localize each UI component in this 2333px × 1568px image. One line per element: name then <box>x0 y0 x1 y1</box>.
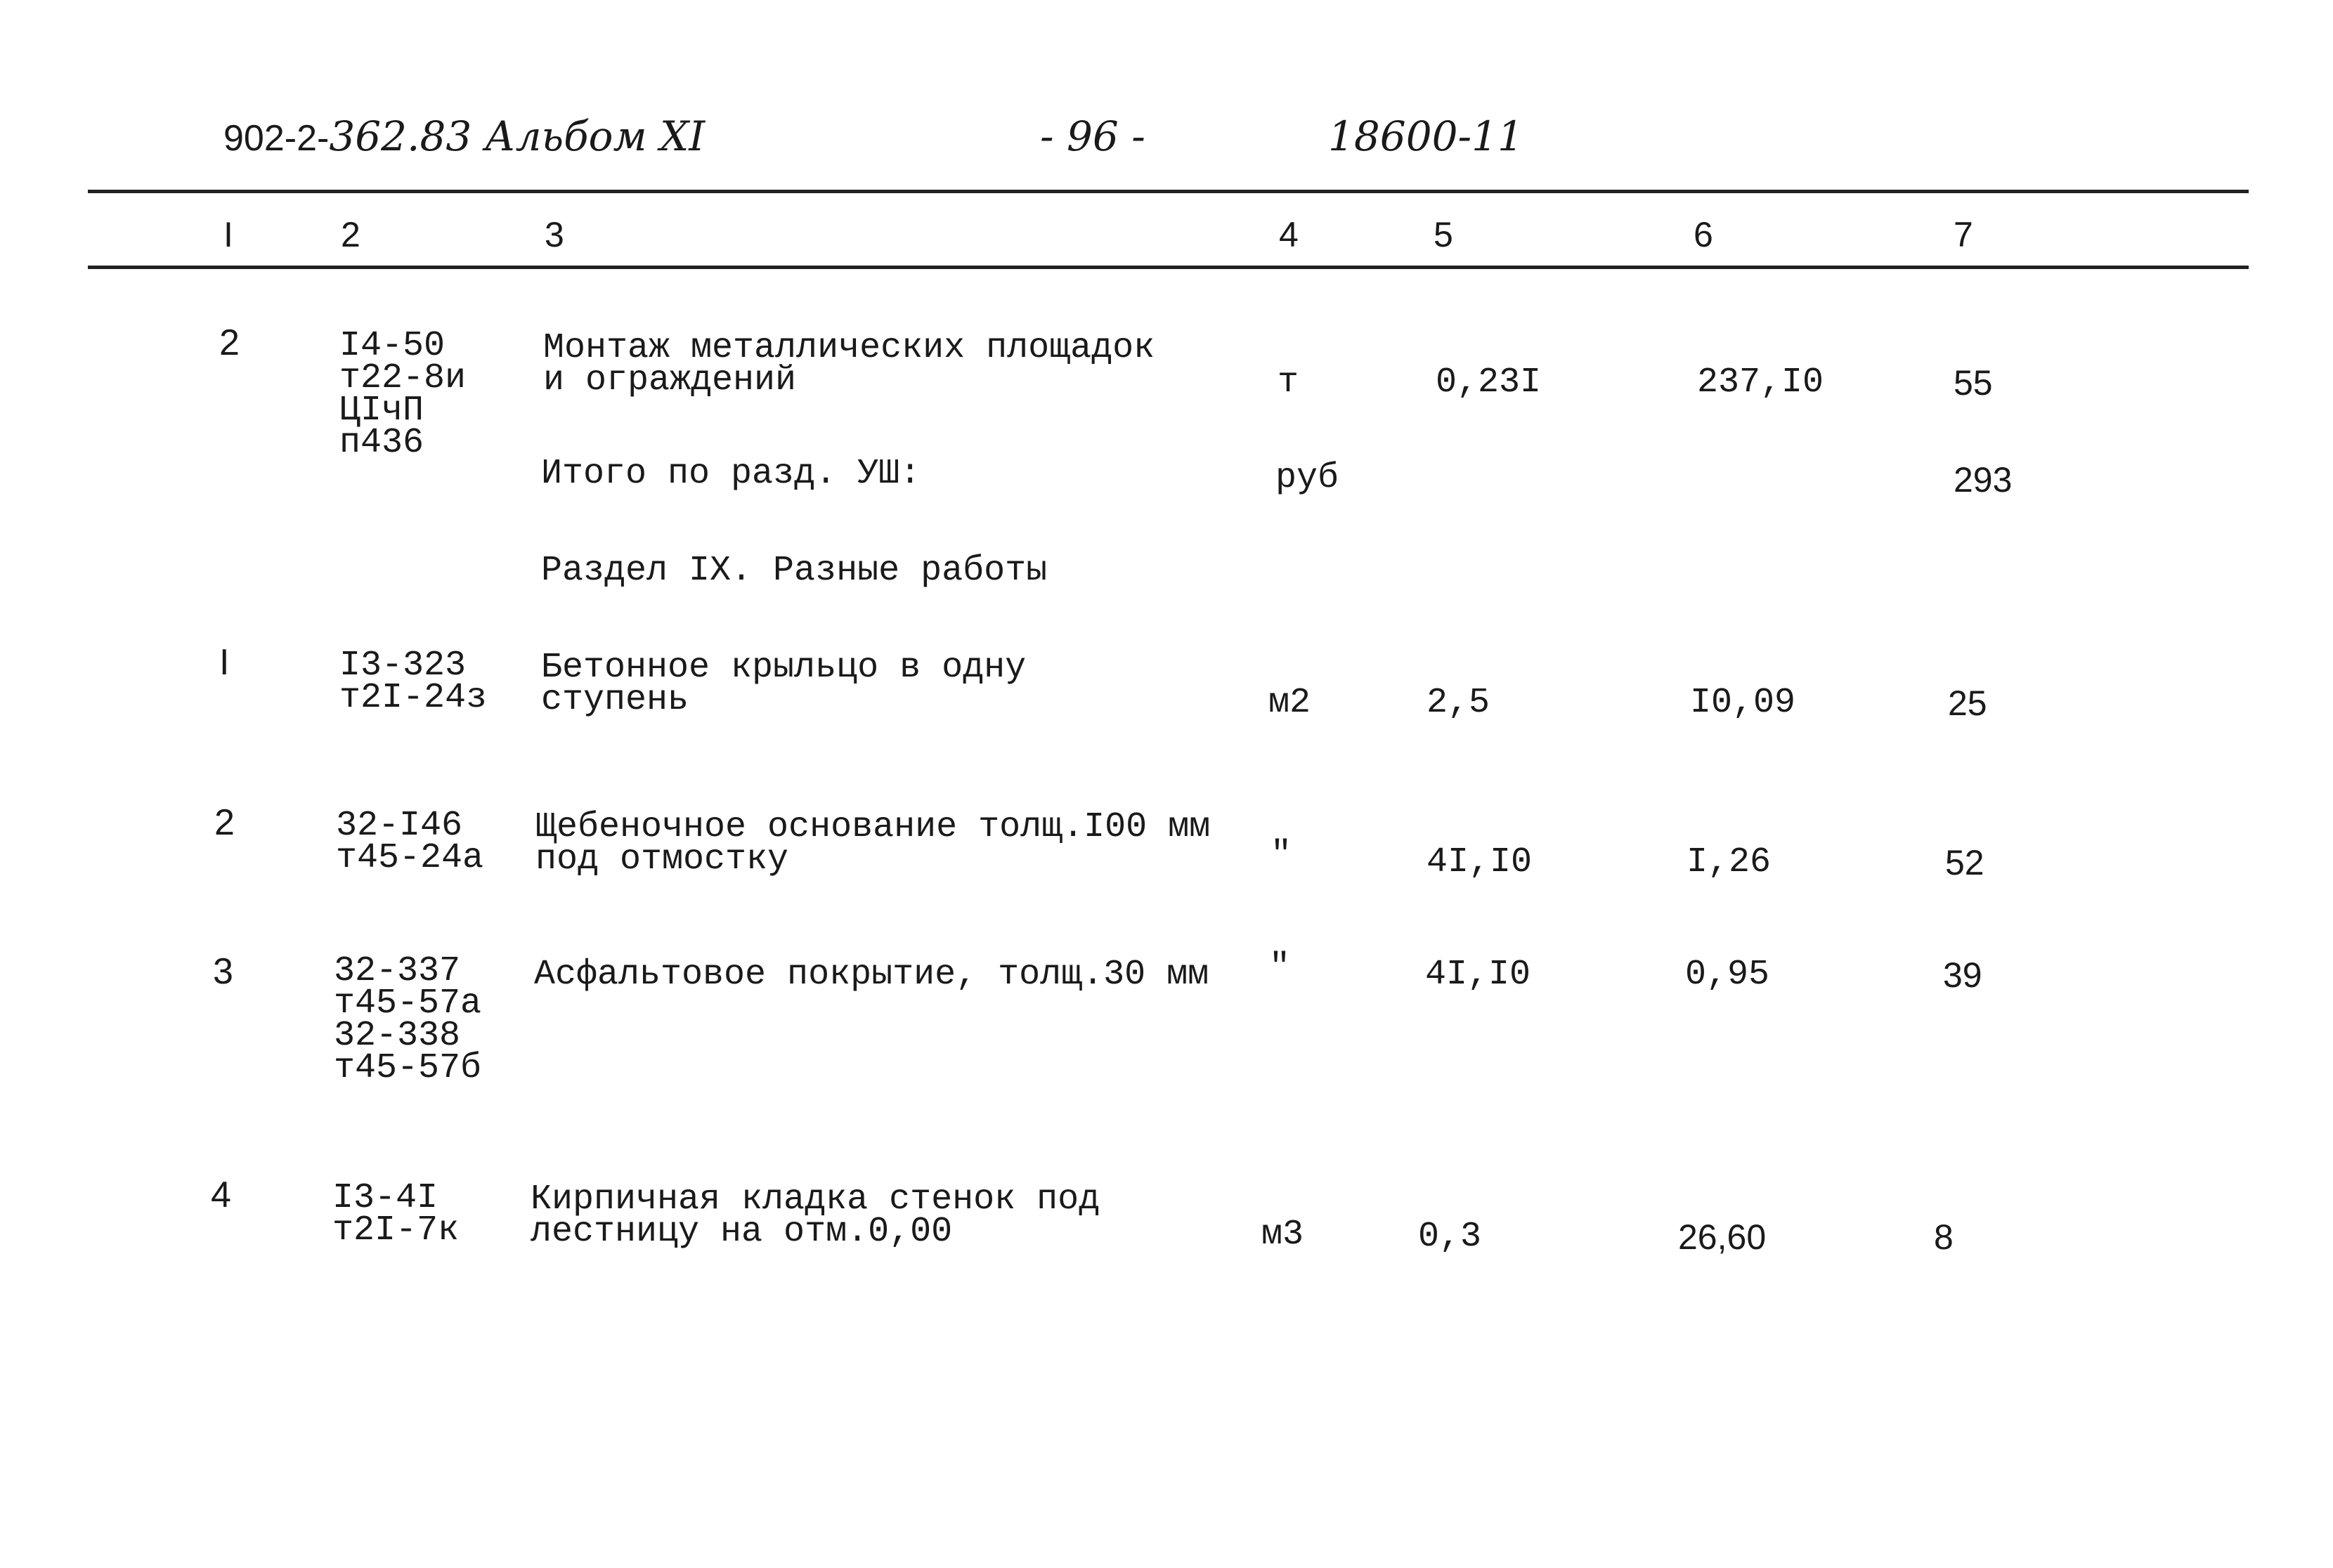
row-number: 2 <box>214 802 235 843</box>
column-number: 2 <box>341 215 360 254</box>
row-description: Кирпичная кладка стенок под лестницу на отм.0,00 <box>531 1180 1100 1252</box>
row-unit: " <box>1271 835 1292 875</box>
document-code <box>223 112 705 160</box>
row-reference: I3-323 т2I-24з <box>339 646 488 718</box>
row-price: 26,60 <box>1678 1217 1767 1257</box>
row-price: I0,09 <box>1690 683 1796 723</box>
header-bottom-rule <box>88 266 2249 269</box>
column-number: 6 <box>1694 215 1713 254</box>
row-reference: 32-337 т45-57а 32-338 т45-57б <box>334 951 482 1088</box>
row-unit: м2 <box>1268 683 1311 723</box>
row-quantity: 2,5 <box>1427 683 1490 723</box>
row-description: Монтаж металлических площадок и ограждений <box>543 328 1155 400</box>
row-price: I,26 <box>1687 842 1772 882</box>
section-subtotal-label: Итого по разд. УШ: <box>541 454 921 494</box>
column-number: I <box>223 215 233 254</box>
row-description: Щебеночное основание толщ.I00 мм под отмостку <box>535 807 1211 880</box>
section-subtotal-total: 293 <box>1954 460 2013 499</box>
row-reference: I3-4I т2I-7к <box>332 1178 460 1250</box>
section-subtotal-unit: руб <box>1275 458 1339 498</box>
row-quantity: 4I,I0 <box>1425 955 1531 995</box>
section-title: Раздел IX. Разные работы <box>541 551 1048 591</box>
row-total: 52 <box>1945 843 1984 882</box>
row-reference: 32-I46 т45-24а <box>336 806 484 878</box>
top-rule <box>88 190 2249 193</box>
row-number: 2 <box>219 322 240 363</box>
row-reference: I4-50 т22-8и ЦIчП п436 <box>339 326 467 463</box>
column-number: 4 <box>1279 215 1299 254</box>
row-total: 25 <box>1948 684 1987 723</box>
row-number: I <box>219 642 230 683</box>
row-unit: м3 <box>1261 1215 1304 1255</box>
document-number: 18600-11 <box>1328 112 1523 160</box>
row-total: 55 <box>1954 363 1993 403</box>
row-unit: т <box>1278 362 1299 403</box>
row-description: Бетонное крыльцо в одну ступень <box>541 648 1027 720</box>
row-description: Асфальтовое покрытие, толщ.30 мм <box>534 955 1209 995</box>
row-price: 237,I0 <box>1697 362 1824 403</box>
row-quantity: 0,3 <box>1418 1217 1482 1257</box>
column-number: 3 <box>545 215 564 254</box>
document-code-printed: 902-2- <box>223 118 330 159</box>
row-unit: " <box>1269 948 1291 988</box>
row-quantity: 0,23I <box>1436 362 1542 403</box>
row-total: 39 <box>1943 955 1982 995</box>
column-number: 5 <box>1434 215 1453 254</box>
row-quantity: 4I,I0 <box>1427 842 1533 882</box>
row-price: 0,95 <box>1685 955 1770 995</box>
row-total: 8 <box>1934 1217 1954 1257</box>
column-number: 7 <box>1954 215 1973 254</box>
row-number: 4 <box>211 1175 231 1215</box>
document-code-handwritten: 362.83 Альбом XI <box>329 112 706 160</box>
row-number: 3 <box>213 951 233 992</box>
page-number: - 96 - <box>1040 112 1145 160</box>
